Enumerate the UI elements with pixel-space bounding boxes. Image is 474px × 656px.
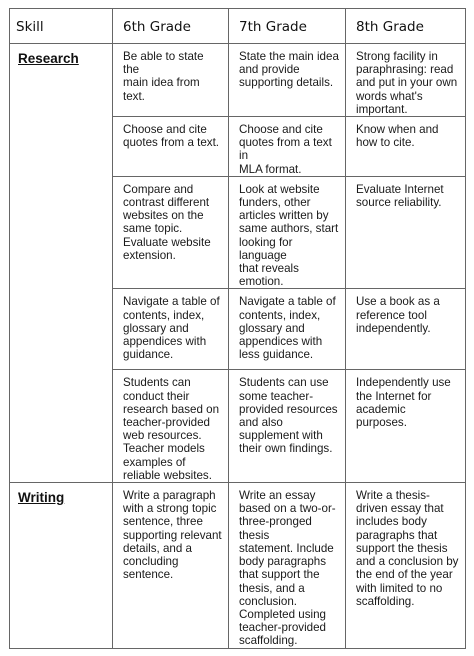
table-cell: Choose and cite quotes from a text in MLA format. (229, 117, 346, 177)
table-cell: Strong facility in paraphrasing: read and put in your own words what's important. (346, 44, 466, 117)
table-cell: Students can conduct their research based on teacher-provided web resources. Teacher models examples of reliable websites. (113, 370, 229, 483)
table-row (10, 44, 466, 117)
header-8th-grade: 8th Grade (346, 9, 466, 44)
table-cell: Compare and contrast different websites on the same topic. Evaluate website extension. (113, 176, 229, 289)
header-row (10, 9, 466, 44)
table-cell: Write a paragraph with a strong topic sentence, three supporting relevant details, and a concluding sentence. (113, 483, 229, 648)
table-cell: Students can use some teacher- provided resources and also supplement with their own findings. (229, 370, 346, 483)
table-cell: Write an essay based on a two-or- three-pronged thesis statement. Include body paragraphs that support the thesis, and a conclusion. Completed using teacher-provided scaffolding. (229, 483, 346, 648)
table-cell: Look at website funders, other articles written by same authors, start looking for language that reveals emotion. (229, 176, 346, 289)
table-cell: Choose and cite quotes from a text. (113, 117, 229, 177)
table-cell: Navigate a table of contents, index, glossary and appendices with less guidance. (229, 289, 346, 370)
table-cell: Independently use the Internet for academic purposes. (346, 370, 466, 483)
table-cell: Navigate a table of contents, index, glossary and appendices with guidance. (113, 289, 229, 370)
table-cell: Be able to state the main idea from text. (113, 44, 229, 117)
skill-writing: Writing (10, 483, 113, 648)
table-cell: Evaluate Internet source reliability. (346, 176, 466, 289)
header-skill: Skill (10, 9, 113, 44)
table-cell: Use a book as a reference tool independently. (346, 289, 466, 370)
header-7th-grade: 7th Grade (229, 9, 346, 44)
header-6th-grade: 6th Grade (113, 9, 229, 44)
table-cell: Write a thesis- driven essay that includes body paragraphs that support the thesis and a conclusion by the end of the year with limited to no scaffolding. (346, 483, 466, 648)
skills-grade-table (9, 8, 466, 649)
skill-research: Research (10, 44, 113, 483)
table-row (10, 483, 466, 648)
table-cell: State the main idea and provide supporting details. (229, 44, 346, 117)
table-cell: Know when and how to cite. (346, 117, 466, 177)
